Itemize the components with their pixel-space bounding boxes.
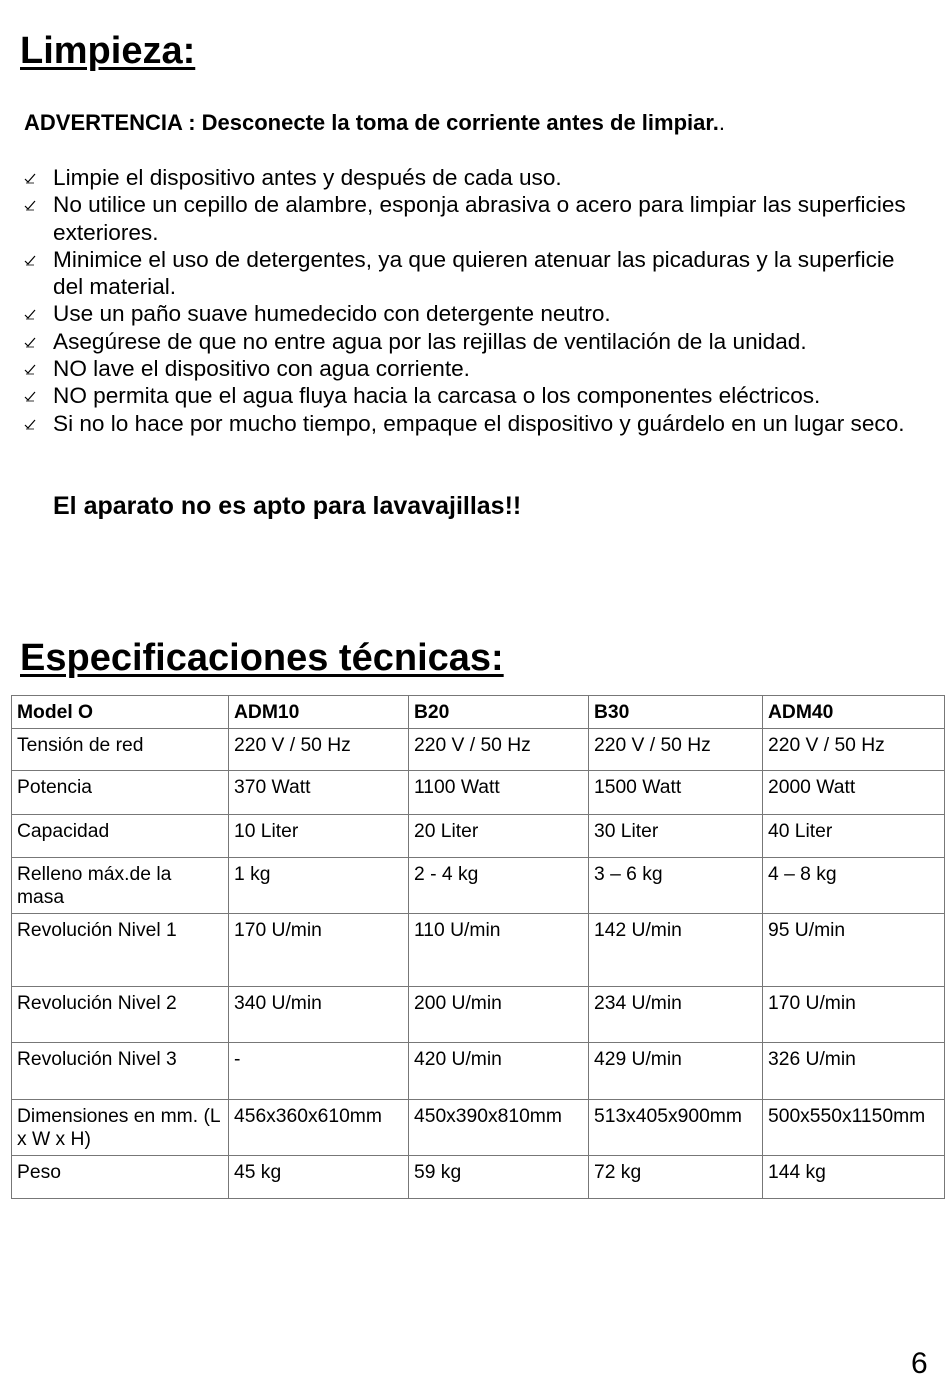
list-item-text: Limpie el dispositivo antes y después de cada uso. xyxy=(53,165,562,190)
table-cell: 513x405x900mm xyxy=(589,1100,763,1156)
table-cell: 30 Liter xyxy=(589,815,763,858)
checkmark-icon xyxy=(24,390,36,402)
table-cell: Peso xyxy=(12,1156,229,1199)
table-cell: Revolución Nivel 3 xyxy=(12,1043,229,1100)
table-cell: 220 V / 50 Hz xyxy=(763,729,945,771)
table-row xyxy=(12,1043,945,1100)
table-row xyxy=(12,1156,945,1199)
table-cell: - xyxy=(229,1043,409,1100)
table-cell: 2 - 4 kg xyxy=(409,858,589,914)
table-cell: Capacidad xyxy=(12,815,229,858)
table-row xyxy=(12,858,945,914)
page-number: 6 xyxy=(911,1347,928,1380)
checkmark-icon xyxy=(24,199,36,211)
table-cell: Relleno máx.de la masa xyxy=(12,858,229,914)
table-row xyxy=(12,729,945,771)
table-header-cell: ADM10 xyxy=(229,696,409,729)
table-cell: 234 U/min xyxy=(589,987,763,1043)
section-title-cleaning: Limpieza: xyxy=(20,30,196,72)
list-item-text: No utilice un cepillo de alambre, esponja abrasiva o acero para limpiar las superficies exteriores. xyxy=(53,192,906,245)
checkmark-icon xyxy=(24,254,36,266)
table-cell: 110 U/min xyxy=(409,914,589,987)
table-cell: Revolución Nivel 2 xyxy=(12,987,229,1043)
checkmark-icon xyxy=(24,308,36,320)
table-cell: 429 U/min xyxy=(589,1043,763,1100)
list-item-text: Asegúrese de que no entre agua por las rejillas de ventilación de la unidad. xyxy=(53,328,807,354)
table-header-cell: ADM40 xyxy=(763,696,945,729)
checkmark-icon xyxy=(24,363,36,375)
list-item xyxy=(24,328,924,355)
table-cell: 40 Liter xyxy=(763,815,945,858)
section-title-specs: Especificaciones técnicas: xyxy=(20,637,504,679)
table-header-cell: Model O xyxy=(12,696,229,729)
table-cell: 200 U/min xyxy=(409,987,589,1043)
table-cell: 1100 Watt xyxy=(409,771,589,815)
list-item-text: Si no lo hace por mucho tiempo, empaque el dispositivo y guárdelo en un lugar seco. xyxy=(53,410,905,436)
list-item-text: Minimice el uso de detergentes, ya que quieren atenuar las picaduras y la superficie del material. xyxy=(53,246,895,300)
table-cell: 10 Liter xyxy=(229,815,409,858)
table-cell: 45 kg xyxy=(229,1156,409,1199)
table-cell: 2000 Watt xyxy=(763,771,945,815)
table-cell: 220 V / 50 Hz xyxy=(229,729,409,771)
table-cell: 326 U/min xyxy=(763,1043,945,1100)
dishwasher-note: El aparato no es apto para lavavajillas!! xyxy=(53,492,522,520)
warning-tail: . xyxy=(718,110,725,135)
table-cell: 220 V / 50 Hz xyxy=(409,729,589,771)
checkmark-icon xyxy=(24,172,36,184)
table-cell: 456x360x610mm xyxy=(229,1100,409,1156)
table-cell: 4 – 8 kg xyxy=(763,858,945,914)
list-item-text: NO lave el dispositivo con agua corriente. xyxy=(53,356,470,382)
table-cell: 170 U/min xyxy=(229,914,409,987)
table-row xyxy=(12,987,945,1043)
cleaning-warning xyxy=(24,112,725,134)
table-cell: 500x550x1150mm xyxy=(763,1100,945,1156)
warning-text: ADVERTENCIA : Desconecte la toma de corriente antes de limpiar. xyxy=(24,110,719,135)
table-row xyxy=(12,914,945,987)
cleaning-instructions-list xyxy=(24,164,924,437)
table-cell: 142 U/min xyxy=(589,914,763,987)
table-cell: 420 U/min xyxy=(409,1043,589,1100)
table-header-cell: B20 xyxy=(409,696,589,729)
table-cell: 72 kg xyxy=(589,1156,763,1199)
list-item xyxy=(24,355,924,382)
list-item xyxy=(24,410,924,437)
list-item-text: NO permita que el agua fluya hacia la carcasa o los componentes eléctricos. xyxy=(53,383,821,409)
table-cell: 450x390x810mm xyxy=(409,1100,589,1156)
table-row xyxy=(12,1100,945,1156)
table-cell: 20 Liter xyxy=(409,815,589,858)
specs-table xyxy=(11,695,945,1199)
list-item xyxy=(24,191,924,246)
list-item xyxy=(24,300,924,327)
table-header-row xyxy=(12,696,945,729)
table-cell: 144 kg xyxy=(763,1156,945,1199)
table-cell: 1500 Watt xyxy=(589,771,763,815)
table-cell: Potencia xyxy=(12,771,229,815)
list-item xyxy=(24,164,924,191)
checkmark-icon xyxy=(24,418,36,430)
table-cell: 170 U/min xyxy=(763,987,945,1043)
checkmark-icon xyxy=(24,336,36,348)
table-row xyxy=(12,815,945,858)
list-item-text: Use un paño suave humedecido con detergente neutro. xyxy=(53,301,611,327)
table-cell: 3 – 6 kg xyxy=(589,858,763,914)
table-cell: 220 V / 50 Hz xyxy=(589,729,763,771)
table-cell: Revolución Nivel 1 xyxy=(12,914,229,987)
table-cell: 1 kg xyxy=(229,858,409,914)
table-cell: 59 kg xyxy=(409,1156,589,1199)
table-cell: 340 U/min xyxy=(229,987,409,1043)
table-header-cell: B30 xyxy=(589,696,763,729)
table-row xyxy=(12,771,945,815)
table-cell: 95 U/min xyxy=(763,914,945,987)
list-item xyxy=(24,382,924,409)
table-cell: Tensión de red xyxy=(12,729,229,771)
table-cell: Dimensiones en mm. (L x W x H) xyxy=(12,1100,229,1156)
list-item xyxy=(24,246,924,301)
table-cell: 370 Watt xyxy=(229,771,409,815)
